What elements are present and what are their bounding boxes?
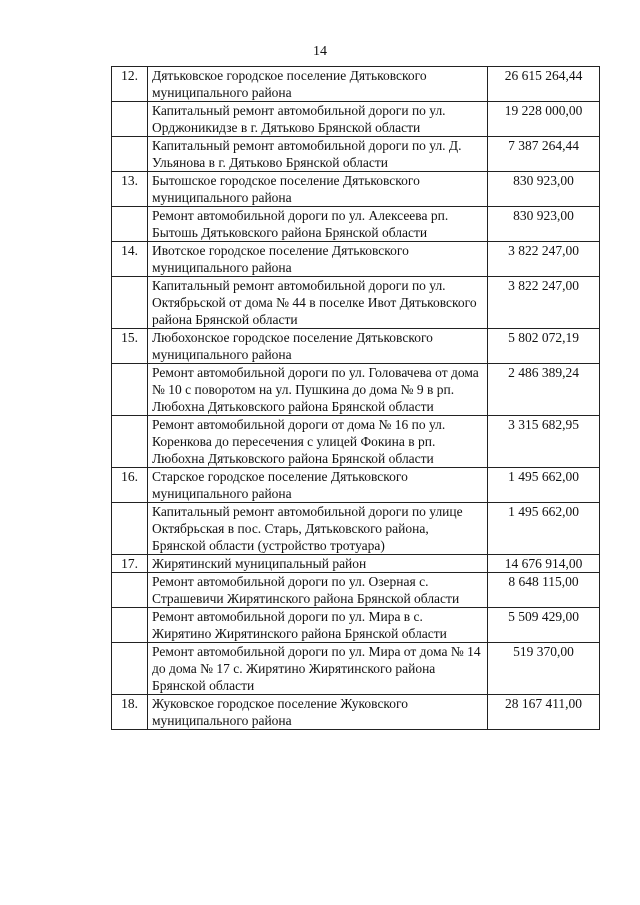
row-number — [112, 102, 148, 137]
table-row-settlement — [112, 329, 600, 364]
row-name: Ремонт автомобильной дороги по ул. Мира в с. Жирятино Жирятинского района Брянской области — [148, 608, 488, 643]
row-amount: 5 509 429,00 — [488, 608, 600, 643]
row-amount: 19 228 000,00 — [488, 102, 600, 137]
table-row-settlement — [112, 468, 600, 503]
table-row-settlement — [112, 695, 600, 730]
row-number — [112, 207, 148, 242]
row-amount: 519 370,00 — [488, 643, 600, 695]
row-name: Ремонт автомобильной дороги от дома № 16 по ул. Коренкова до пересечения с улицей Фокина в рп. Любохна Дятьковского района Брянской области — [148, 416, 488, 468]
row-name: Жирятинский муниципальный район — [148, 555, 488, 573]
table-row-project — [112, 207, 600, 242]
budget-table — [111, 66, 600, 730]
row-name: Дятьковское городское поселение Дятьковского муниципального района — [148, 67, 488, 102]
row-number — [112, 608, 148, 643]
row-number: 17. — [112, 555, 148, 573]
row-amount: 5 802 072,19 — [488, 329, 600, 364]
row-amount: 2 486 389,24 — [488, 364, 600, 416]
row-name: Капитальный ремонт автомобильной дороги по ул. Д. Ульянова в г. Дятьково Брянской области — [148, 137, 488, 172]
row-name: Жуковское городское поселение Жуковского муниципального района — [148, 695, 488, 730]
table-row-settlement — [112, 67, 600, 102]
row-amount: 830 923,00 — [488, 207, 600, 242]
row-name: Ремонт автомобильной дороги по ул. Озерная с. Страшевичи Жирятинского района Брянской области — [148, 573, 488, 608]
table-row-project — [112, 608, 600, 643]
budget-table-body — [112, 67, 600, 730]
row-name: Бытошское городское поселение Дятьковского муниципального района — [148, 172, 488, 207]
row-number: 18. — [112, 695, 148, 730]
row-amount: 14 676 914,00 — [488, 555, 600, 573]
row-name: Любохонское городское поселение Дятьковского муниципального района — [148, 329, 488, 364]
row-number: 16. — [112, 468, 148, 503]
row-amount: 28 167 411,00 — [488, 695, 600, 730]
table-row-settlement — [112, 555, 600, 573]
row-name: Ремонт автомобильной дороги по ул. Головачева от дома № 10 с поворотом на ул. Пушкина до дома № 9 в рп. Любохна Дятьковского района Брянской области — [148, 364, 488, 416]
table-row-project — [112, 102, 600, 137]
table-row-settlement — [112, 242, 600, 277]
row-number: 15. — [112, 329, 148, 364]
table-row-project — [112, 573, 600, 608]
table-row-project — [112, 643, 600, 695]
row-name: Ремонт автомобильной дороги по ул. Алексеева рп. Бытошь Дятьковского района Брянской области — [148, 207, 488, 242]
row-amount: 8 648 115,00 — [488, 573, 600, 608]
row-name: Капитальный ремонт автомобильной дороги по ул. Октябрьской от дома № 44 в поселке Ивот Дятьковского района Брянской области — [148, 277, 488, 329]
row-number — [112, 573, 148, 608]
row-number — [112, 643, 148, 695]
row-amount: 3 822 247,00 — [488, 277, 600, 329]
row-amount: 3 315 682,95 — [488, 416, 600, 468]
row-amount: 1 495 662,00 — [488, 503, 600, 555]
row-number — [112, 416, 148, 468]
table-row-project — [112, 503, 600, 555]
row-amount: 1 495 662,00 — [488, 468, 600, 503]
row-number — [112, 503, 148, 555]
table-row-project — [112, 364, 600, 416]
table-row-project — [112, 416, 600, 468]
row-name: Ивотское городское поселение Дятьковского муниципального района — [148, 242, 488, 277]
row-name: Ремонт автомобильной дороги по ул. Мира от дома № 14 до дома № 17 с. Жирятино Жирятинского района Брянской области — [148, 643, 488, 695]
table-row-project — [112, 277, 600, 329]
row-amount: 7 387 264,44 — [488, 137, 600, 172]
row-number: 13. — [112, 172, 148, 207]
row-number: 12. — [112, 67, 148, 102]
row-amount: 26 615 264,44 — [488, 67, 600, 102]
row-name: Капитальный ремонт автомобильной дороги по улице Октябрьская в пос. Старь, Дятьковского района, Брянской области (устройство тротуара) — [148, 503, 488, 555]
row-name: Старское городское поселение Дятьковского муниципального района — [148, 468, 488, 503]
table-row-settlement — [112, 172, 600, 207]
row-number — [112, 137, 148, 172]
row-amount: 830 923,00 — [488, 172, 600, 207]
table-row-project — [112, 137, 600, 172]
row-amount: 3 822 247,00 — [488, 242, 600, 277]
row-number — [112, 364, 148, 416]
row-number: 14. — [112, 242, 148, 277]
page-number: 14 — [313, 44, 327, 59]
row-number — [112, 277, 148, 329]
row-name: Капитальный ремонт автомобильной дороги по ул. Орджоникидзе в г. Дятьково Брянской области — [148, 102, 488, 137]
